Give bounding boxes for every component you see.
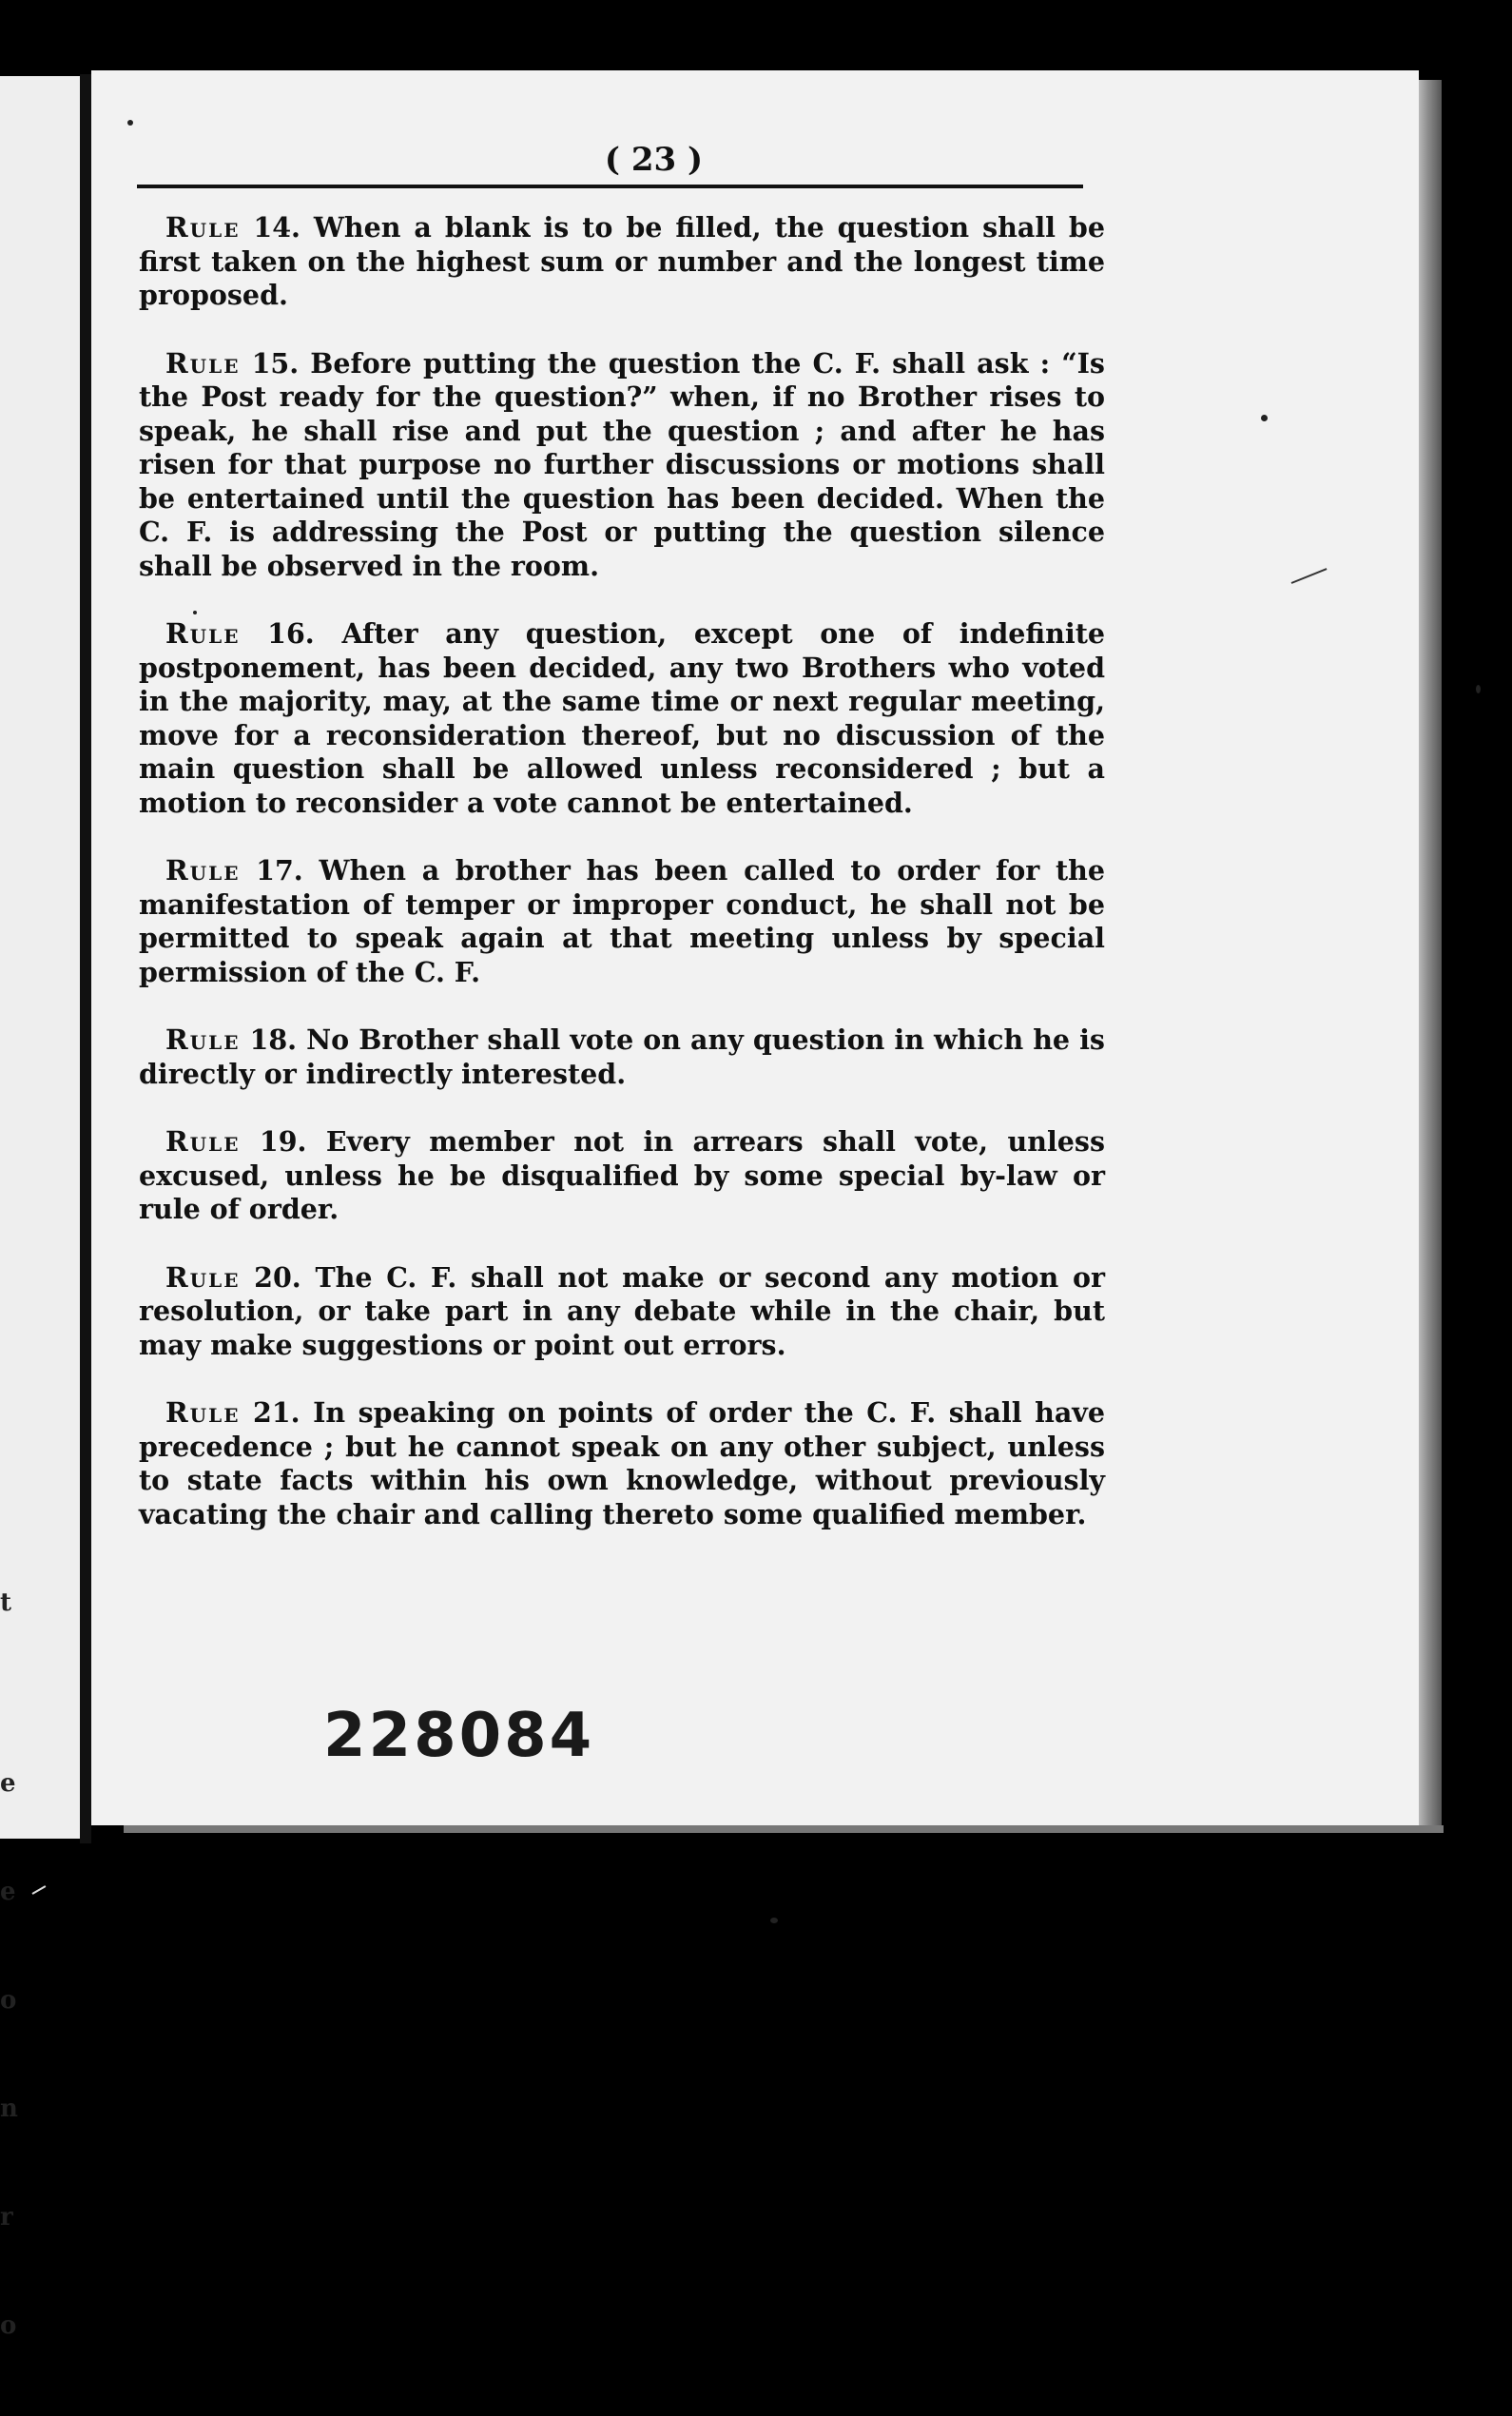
rule-number: 15. — [251, 346, 300, 380]
rule-text: No Brother shall vote on any question in which he is directly or indirectly interested. — [139, 1023, 1105, 1090]
rule-14 — [139, 211, 1105, 313]
edge-glyph: e — [0, 1878, 16, 1906]
rule-15 — [139, 347, 1105, 584]
rule-number: 17. — [256, 854, 303, 887]
rule-label: Rule — [165, 1023, 241, 1056]
page-bottom-shadow — [124, 1825, 1444, 1833]
rule-18 — [139, 1023, 1105, 1091]
rule-label: Rule — [165, 617, 241, 650]
rule-text: After any question, except one of indefinite postponement, has been decided, any two Brothers who voted in the majority, may, at the same time or next regular meeting, move for a reconsideration thereof, but no discussion of the main question shall be allowed unless reconsidered ; but a motion to reconsider a vote cannot be entertained. — [139, 617, 1105, 819]
rule-label: Rule — [165, 211, 241, 244]
rule-number: 16. — [267, 617, 315, 650]
rule-19 — [139, 1125, 1105, 1227]
rule-text: When a blank is to be filled, the question shall be first taken on the highest sum or number and the longest time proposed. — [139, 211, 1105, 311]
rule-17 — [139, 854, 1105, 989]
rule-number: 14. — [253, 211, 300, 244]
rule-label: Rule — [165, 1260, 241, 1294]
edge-glyph: o — [0, 1986, 17, 2015]
previous-page-edge-glyphs — [0, 1512, 18, 2416]
edge-glyph: r — [0, 2203, 13, 2231]
rule-16 — [139, 617, 1105, 820]
rule-text: In speaking on points of order the C. F. shall have precedence ; but he cannot speak on any other subject, unless to state facts within his own knowledge, without previously vacating the chair and calling thereto some qualified member. — [139, 1396, 1105, 1530]
book-binding-gutter — [80, 74, 91, 1843]
header-rule-divider — [137, 185, 1083, 188]
scan-speck — [1476, 685, 1481, 693]
rule-20 — [139, 1261, 1105, 1363]
rule-text: When a brother has been called to order for the manifestation of temper or improper conduct, he shall not be permitted to speak again at that meeting unless by special permission of the C. F. — [139, 854, 1105, 988]
page-edge-shadow — [1419, 80, 1442, 1828]
rule-label: Rule — [165, 346, 241, 380]
rule-text: Every member not in arrears shall vote, unless excused, unless he be disqualified by some special by-law or rule of order. — [139, 1125, 1105, 1225]
page-number: ( 23 ) — [604, 141, 704, 179]
rule-21 — [139, 1396, 1105, 1531]
scan-speck — [193, 611, 197, 614]
edge-glyph: n — [0, 2095, 18, 2123]
rules-of-order-body — [139, 211, 1105, 1566]
edge-glyph: t — [0, 1588, 12, 1617]
previous-page-sliver — [0, 76, 80, 2340]
rule-label: Rule — [165, 854, 241, 887]
archive-stamp-number: 228084 — [323, 1701, 595, 1771]
rule-text: The C. F. shall not make or second any motion or resolution, or take part in any debate while in the chair, but may make suggestions or point out errors. — [139, 1260, 1105, 1361]
scan-speck — [770, 1918, 778, 1923]
scan-speck — [1261, 415, 1268, 421]
edge-glyph: e — [0, 1769, 16, 1798]
rule-text: Before putting the question the C. F. shall ask : “Is the Post ready for the question?” when, if no Brother rises to speak, he shall rise and put the question ; and after he has risen for that purpose no further discussions or motions shall be entertained until the question has been decided. When the C. F. is addressing the Post or putting the question silence shall be observed in the room. — [139, 346, 1105, 582]
scan-speck — [127, 120, 133, 126]
rule-number: 18. — [249, 1023, 298, 1056]
rule-number: 21. — [252, 1396, 300, 1429]
edge-glyph: o — [0, 2311, 17, 2340]
rule-number: 20. — [254, 1260, 301, 1294]
rule-number: 19. — [259, 1125, 307, 1158]
rule-label: Rule — [165, 1125, 241, 1158]
rule-label: Rule — [165, 1396, 241, 1429]
scan-scratch — [32, 1885, 47, 1895]
